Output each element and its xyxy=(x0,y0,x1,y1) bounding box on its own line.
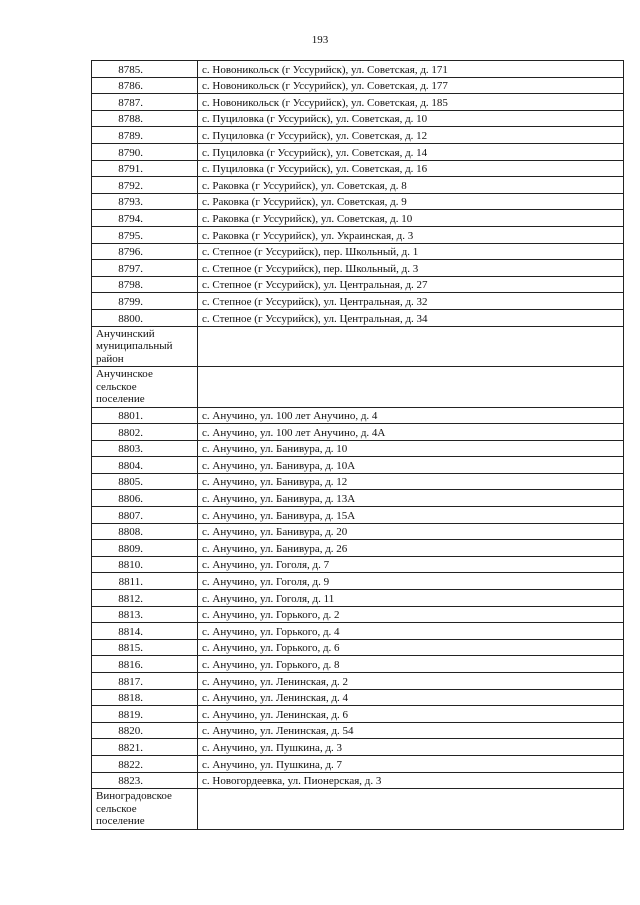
table-row xyxy=(92,226,624,243)
row-address: с. Анучино, ул. Горького, д. 4 xyxy=(198,623,624,640)
row-number: 8791. xyxy=(92,160,198,177)
row-address: с. Анучино, ул. Банивура, д. 10 xyxy=(198,440,624,457)
section-label-line: Виноградовское xyxy=(96,790,172,803)
row-address: с. Анучино, ул. Горького, д. 2 xyxy=(198,606,624,623)
row-number: 8817. xyxy=(92,673,198,690)
table-row xyxy=(92,260,624,277)
table-row xyxy=(92,590,624,607)
row-number: 8788. xyxy=(92,110,198,127)
table-row xyxy=(92,623,624,640)
row-number: 8806. xyxy=(92,490,198,507)
table-row xyxy=(92,61,624,78)
address-table xyxy=(91,60,624,830)
row-address: с. Степное (г Уссурийск), пер. Школьный, д. 3 xyxy=(198,260,624,277)
row-address: с. Анучино, ул. Горького, д. 6 xyxy=(198,639,624,656)
row-number: 8816. xyxy=(92,656,198,673)
table-row xyxy=(92,507,624,524)
row-number: 8822. xyxy=(92,755,198,772)
row-address: с. Новоникольск (г Уссурийск), ул. Советская, д. 171 xyxy=(198,61,624,78)
row-number: 8793. xyxy=(92,193,198,210)
table-row xyxy=(92,94,624,111)
row-number: 8809. xyxy=(92,540,198,557)
page-number: 193 xyxy=(311,34,329,46)
section-label xyxy=(92,367,198,408)
section-label xyxy=(92,326,198,367)
row-number: 8813. xyxy=(92,606,198,623)
section-header-row xyxy=(92,789,624,830)
row-number: 8796. xyxy=(92,243,198,260)
section-label-line: Анучинское xyxy=(96,368,153,380)
row-number: 8807. xyxy=(92,507,198,524)
row-number: 8800. xyxy=(92,309,198,326)
row-address: с. Пуциловка (г Уссурийск), ул. Советская, д. 14 xyxy=(198,143,624,160)
table-row xyxy=(92,110,624,127)
table-row xyxy=(92,293,624,310)
table-row xyxy=(92,755,624,772)
section-label-line: сельское xyxy=(96,380,137,393)
row-address: с. Анучино, ул. Горького, д. 8 xyxy=(198,656,624,673)
table-row xyxy=(92,440,624,457)
section-empty-cell xyxy=(198,367,624,408)
row-number: 8795. xyxy=(92,226,198,243)
table-row xyxy=(92,276,624,293)
table-row xyxy=(92,309,624,326)
row-address: с. Степное (г Уссурийск), пер. Школьный, д. 1 xyxy=(198,243,624,260)
table-row xyxy=(92,127,624,144)
row-number: 8792. xyxy=(92,177,198,194)
table-row xyxy=(92,639,624,656)
section-label-line: Анучинский xyxy=(96,327,155,340)
row-address: с. Раковка (г Уссурийск), ул. Советская, д. 10 xyxy=(198,210,624,227)
table-row xyxy=(92,210,624,227)
row-address: с. Анучино, ул. Банивура, д. 26 xyxy=(198,540,624,557)
section-label-line: район xyxy=(96,352,124,365)
section-label-line: поселение xyxy=(96,393,145,405)
row-address: с. Анучино, ул. 100 лет Анучино, д. 4 xyxy=(198,407,624,424)
row-number: 8803. xyxy=(92,440,198,457)
row-number: 8786. xyxy=(92,77,198,94)
section-label-line: сельское xyxy=(96,802,137,815)
row-number: 8821. xyxy=(92,739,198,756)
table-row xyxy=(92,523,624,540)
table-row xyxy=(92,556,624,573)
row-address: с. Анучино, ул. Пушкина, д. 7 xyxy=(198,755,624,772)
row-number: 8785. xyxy=(92,61,198,78)
row-number: 8818. xyxy=(92,689,198,706)
row-address: с. Анучино, ул. Гоголя, д. 11 xyxy=(198,590,624,607)
row-number: 8812. xyxy=(92,590,198,607)
table-row xyxy=(92,656,624,673)
table-row xyxy=(92,193,624,210)
row-address: с. Анучино, ул. Гоголя, д. 7 xyxy=(198,556,624,573)
address-table-body xyxy=(92,61,624,830)
row-address: с. Новоникольск (г Уссурийск), ул. Советская, д. 185 xyxy=(198,94,624,111)
table-row xyxy=(92,739,624,756)
section-header-row xyxy=(92,326,624,367)
row-number: 8808. xyxy=(92,523,198,540)
row-address: с. Раковка (г Уссурийск), ул. Советская, д. 9 xyxy=(198,193,624,210)
table-row xyxy=(92,143,624,160)
row-address: с. Раковка (г Уссурийск), ул. Советская, д. 8 xyxy=(198,177,624,194)
table-row xyxy=(92,424,624,441)
row-number: 8794. xyxy=(92,210,198,227)
row-number: 8804. xyxy=(92,457,198,474)
table-row xyxy=(92,722,624,739)
row-address: с. Анучино, ул. Банивура, д. 12 xyxy=(198,473,624,490)
row-address: с. Анучино, ул. Гоголя, д. 9 xyxy=(198,573,624,590)
row-number: 8787. xyxy=(92,94,198,111)
row-number: 8805. xyxy=(92,473,198,490)
row-address: с. Степное (г Уссурийск), ул. Центральная, д. 32 xyxy=(198,293,624,310)
section-empty-cell xyxy=(198,326,624,367)
table-row xyxy=(92,772,624,789)
table-row xyxy=(92,177,624,194)
row-address: с. Анучино, ул. Ленинская, д. 2 xyxy=(198,673,624,690)
row-number: 8789. xyxy=(92,127,198,144)
row-address: с. Раковка (г Уссурийск), ул. Украинская, д. 3 xyxy=(198,226,624,243)
row-address: с. Анучино, ул. Банивура, д. 13А xyxy=(198,490,624,507)
row-number: 8810. xyxy=(92,556,198,573)
table-row xyxy=(92,706,624,723)
row-address: с. Степное (г Уссурийск), ул. Центральная, д. 34 xyxy=(198,309,624,326)
section-label xyxy=(92,789,198,830)
row-address: с. Анучино, ул. Ленинская, д. 54 xyxy=(198,722,624,739)
table-row xyxy=(92,689,624,706)
table-row xyxy=(92,490,624,507)
row-number: 8802. xyxy=(92,424,198,441)
table-row xyxy=(92,407,624,424)
row-number: 8819. xyxy=(92,706,198,723)
row-address: с. Новоникольск (г Уссурийск), ул. Советская, д. 177 xyxy=(198,77,624,94)
row-address: с. Анучино, ул. Банивура, д. 15А xyxy=(198,507,624,524)
row-address: с. Пуциловка (г Уссурийск), ул. Советская, д. 10 xyxy=(198,110,624,127)
row-number: 8799. xyxy=(92,293,198,310)
table-row xyxy=(92,457,624,474)
row-number: 8815. xyxy=(92,639,198,656)
row-address: с. Новогордеевка, ул. Пионерская, д. 3 xyxy=(198,772,624,789)
section-label-line: муниципальный xyxy=(96,340,173,352)
table-row xyxy=(92,540,624,557)
row-number: 8814. xyxy=(92,623,198,640)
row-number: 8797. xyxy=(92,260,198,277)
table-row xyxy=(92,473,624,490)
row-number: 8820. xyxy=(92,722,198,739)
table-row xyxy=(92,573,624,590)
row-number: 8801. xyxy=(92,407,198,424)
table-row xyxy=(92,673,624,690)
row-number: 8811. xyxy=(92,573,198,590)
row-address: с. Анучино, ул. 100 лет Анучино, д. 4А xyxy=(198,424,624,441)
row-address: с. Анучино, ул. Ленинская, д. 4 xyxy=(198,689,624,706)
section-label-line: поселение xyxy=(96,815,145,828)
row-address: с. Анучино, ул. Ленинская, д. 6 xyxy=(198,706,624,723)
row-address: с. Анучино, ул. Банивура, д. 10А xyxy=(198,457,624,474)
section-empty-cell xyxy=(198,789,624,830)
table-row xyxy=(92,160,624,177)
table-row xyxy=(92,77,624,94)
row-number: 8798. xyxy=(92,276,198,293)
row-address: с. Пуциловка (г Уссурийск), ул. Советская, д. 16 xyxy=(198,160,624,177)
row-address: с. Анучино, ул. Пушкина, д. 3 xyxy=(198,739,624,756)
section-header-row xyxy=(92,367,624,408)
row-address: с. Анучино, ул. Банивура, д. 20 xyxy=(198,523,624,540)
table-row xyxy=(92,243,624,260)
table-row xyxy=(92,606,624,623)
row-address: с. Пуциловка (г Уссурийск), ул. Советская, д. 12 xyxy=(198,127,624,144)
row-address: с. Степное (г Уссурийск), ул. Центральная, д. 27 xyxy=(198,276,624,293)
row-number: 8823. xyxy=(92,772,198,789)
row-number: 8790. xyxy=(92,143,198,160)
